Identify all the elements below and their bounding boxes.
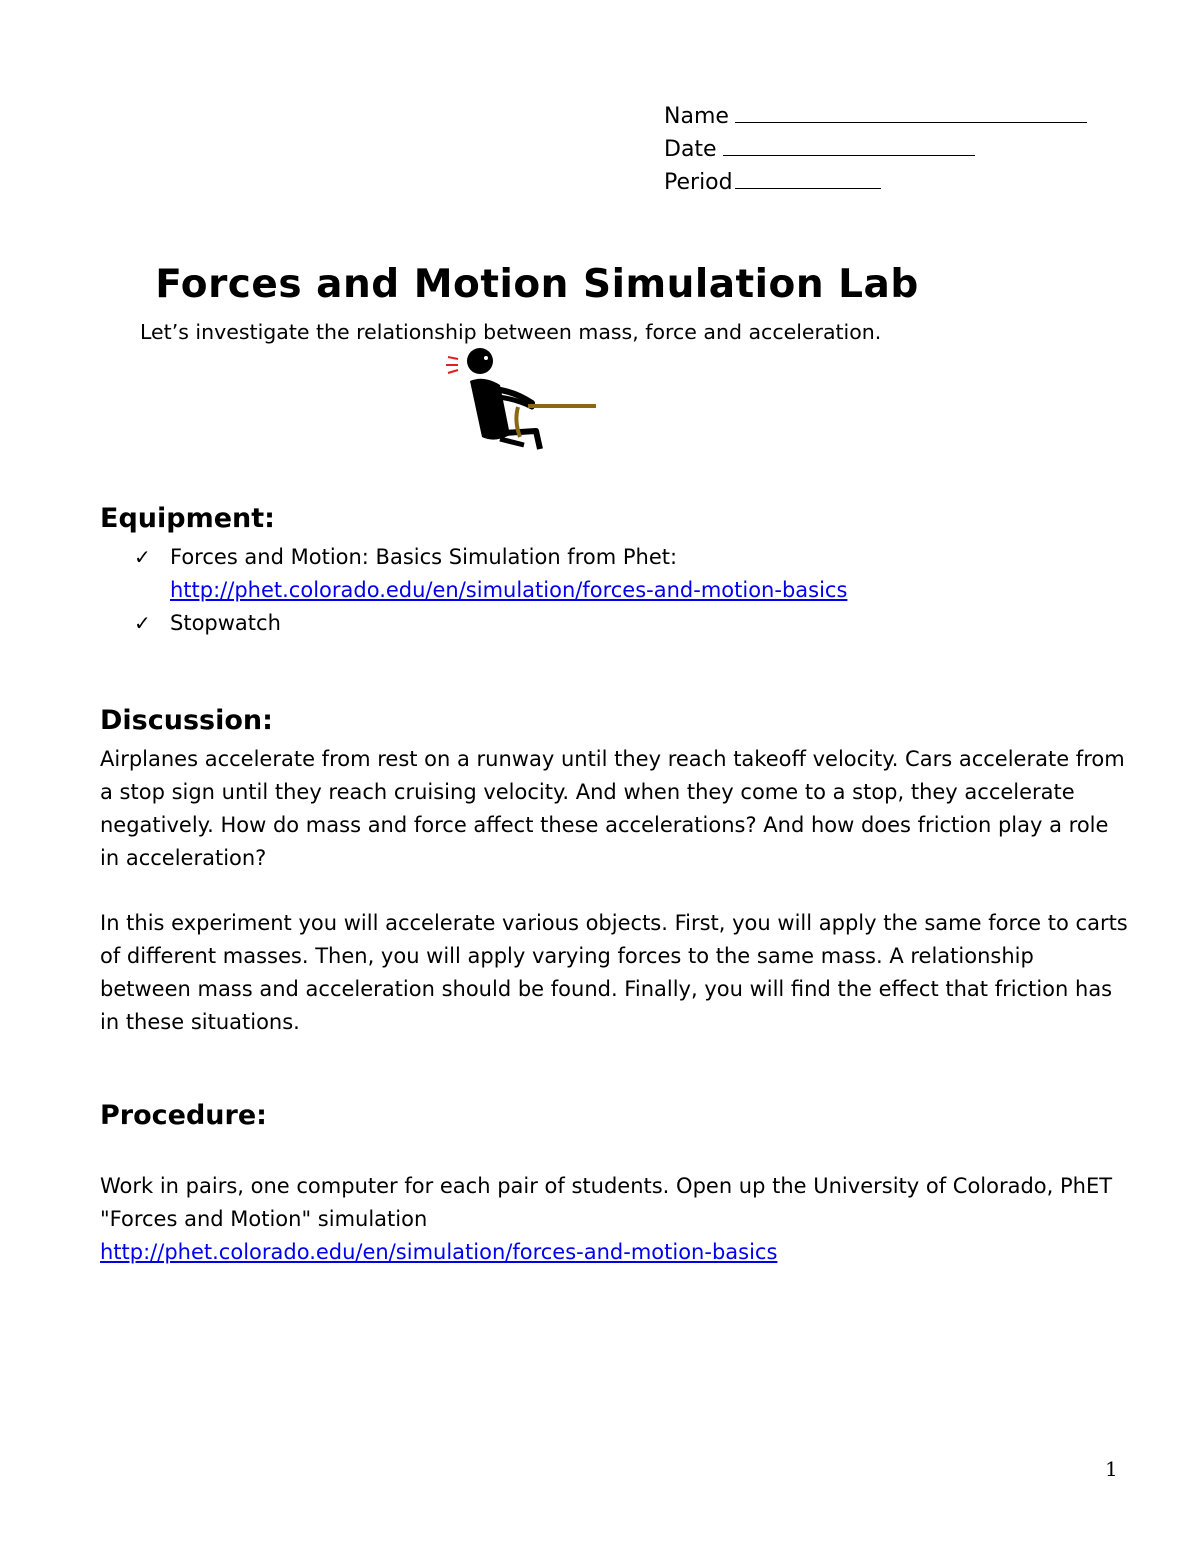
stick-figure-pulling-rope-icon (444, 345, 600, 455)
discussion-paragraph-1: Airplanes accelerate from rest on a runway until they reach takeoff velocity. Cars accelerate from a stop sign until they reach cruising velocity. And when they come to a stop, they accelerate negatively. How do mass and force affect these accelerations? And how does friction play a role in acceleration? (100, 747, 1125, 870)
period-label: Period (664, 170, 733, 195)
name-field[interactable] (664, 100, 1087, 133)
equipment-list (134, 541, 847, 640)
procedure-text: Work in pairs, one computer for each pair of students. Open up the University of Colorado, PhET "Forces and Motion" simulation (100, 1174, 1113, 1231)
page-title: Forces and Motion Simulation Lab (155, 262, 919, 307)
phet-simulation-link-procedure[interactable]: http://phet.colorado.edu/en/simulation/forces-and-motion-basics (100, 1240, 778, 1264)
discussion-heading: Discussion: (100, 705, 273, 736)
period-field[interactable] (664, 166, 1087, 199)
strain-marks-icon (446, 357, 458, 373)
student-info-fields (664, 100, 1087, 199)
date-field[interactable] (664, 133, 1087, 166)
equipment-heading: Equipment: (100, 503, 275, 534)
name-label: Name (664, 104, 729, 129)
period-blank-line[interactable] (735, 168, 881, 189)
date-blank-line[interactable] (723, 135, 975, 156)
name-blank-line[interactable] (735, 102, 1087, 123)
discussion-paragraph-2: In this experiment you will accelerate various objects. First, you will apply the same force to carts of different masses. Then, you will apply varying forces to the same mass. A relationship between mass and acceleration should be found. Finally, you will find the effect that friction has in these situations. (100, 911, 1128, 1034)
procedure-heading: Procedure: (100, 1100, 267, 1131)
procedure-paragraph (100, 1170, 1130, 1269)
page-subtitle: Let’s investigate the relationship between mass, force and acceleration. (140, 320, 882, 344)
checkmark-icon: ✓ (134, 545, 151, 569)
equipment-item-simulation (134, 541, 847, 607)
equipment-item-label: Stopwatch (170, 611, 281, 635)
phet-simulation-link[interactable]: http://phet.colorado.edu/en/simulation/forces-and-motion-basics (170, 578, 848, 602)
checkmark-icon: ✓ (134, 611, 151, 635)
page-number: 1 (1105, 1457, 1118, 1481)
equipment-item-stopwatch (134, 607, 847, 640)
equipment-item-label: Forces and Motion: Basics Simulation from Phet: (170, 545, 678, 569)
date-label: Date (664, 137, 717, 162)
